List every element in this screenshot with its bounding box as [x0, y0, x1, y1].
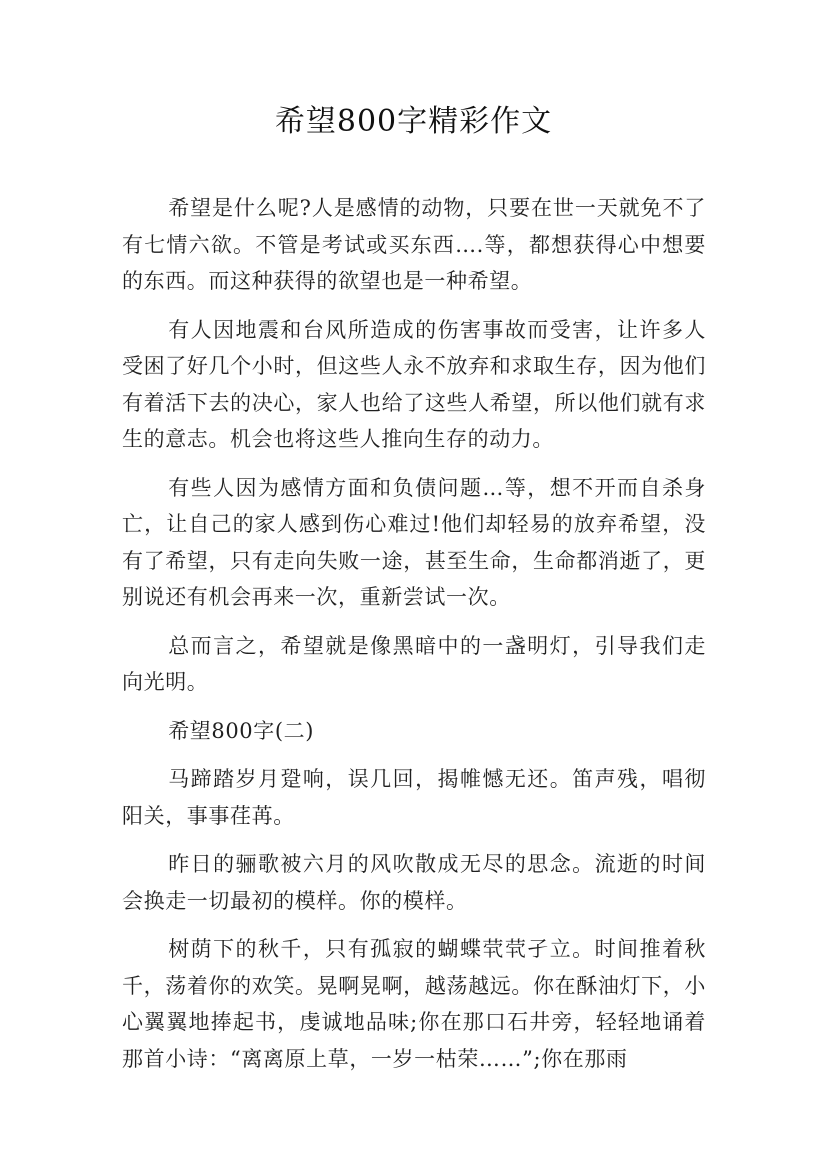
paragraph: 树荫下的秋千，只有孤寂的蝴蝶茕茕孑立。时间推着秋千，荡着你的欢笑。晃啊晃啊，越荡越远。你在酥油灯下，小心翼翼地捧起书，虔诚地品味;你在那口石井旁，轻轻地诵着那首小诗：“离离原上草，一岁一枯荣……”;你在那雨	[122, 937, 706, 1071]
paragraph: 马蹄踏岁月跫响，误几回，揭帷憾无还。笛声残，唱彻阳关，事事荏苒。	[122, 767, 706, 828]
document-body	[122, 190, 706, 1089]
section-subheading: 希望800字(二)	[168, 718, 315, 743]
paragraph: 希望是什么呢?人是感情的动物，只要在世一天就免不了有七情六欲。不管是考试或买东西….等，都想获得心中想要的东西。而这种获得的欲望也是一种希望。	[122, 196, 706, 293]
paragraph: 有些人因为感情方面和负债问题…等，想不开而自杀身亡，让自己的家人感到伤心难过!他们却轻易的放弃希望，没有了希望，只有走向失败一途，甚至生命，生命都消逝了，更别说还有机会再来一次，重新尝试一次。	[122, 475, 706, 609]
document-title: 希望800字精彩作文	[274, 104, 553, 139]
paragraph: 昨日的骊歌被六月的风吹散成无尽的思念。流逝的时间会换走一切最初的模样。你的模样。	[122, 852, 706, 913]
paragraph: 总而言之，希望就是像黑暗中的一盏明灯，引导我们走向光明。	[122, 633, 706, 694]
paragraph: 有人因地震和台风所造成的伤害事故而受害，让许多人受困了好几个小时，但这些人永不放弃和求取生存，因为他们有着活下去的决心，家人也给了这些人希望，所以他们就有求生的意志。机会也将这些人推向生存的动力。	[122, 317, 706, 451]
